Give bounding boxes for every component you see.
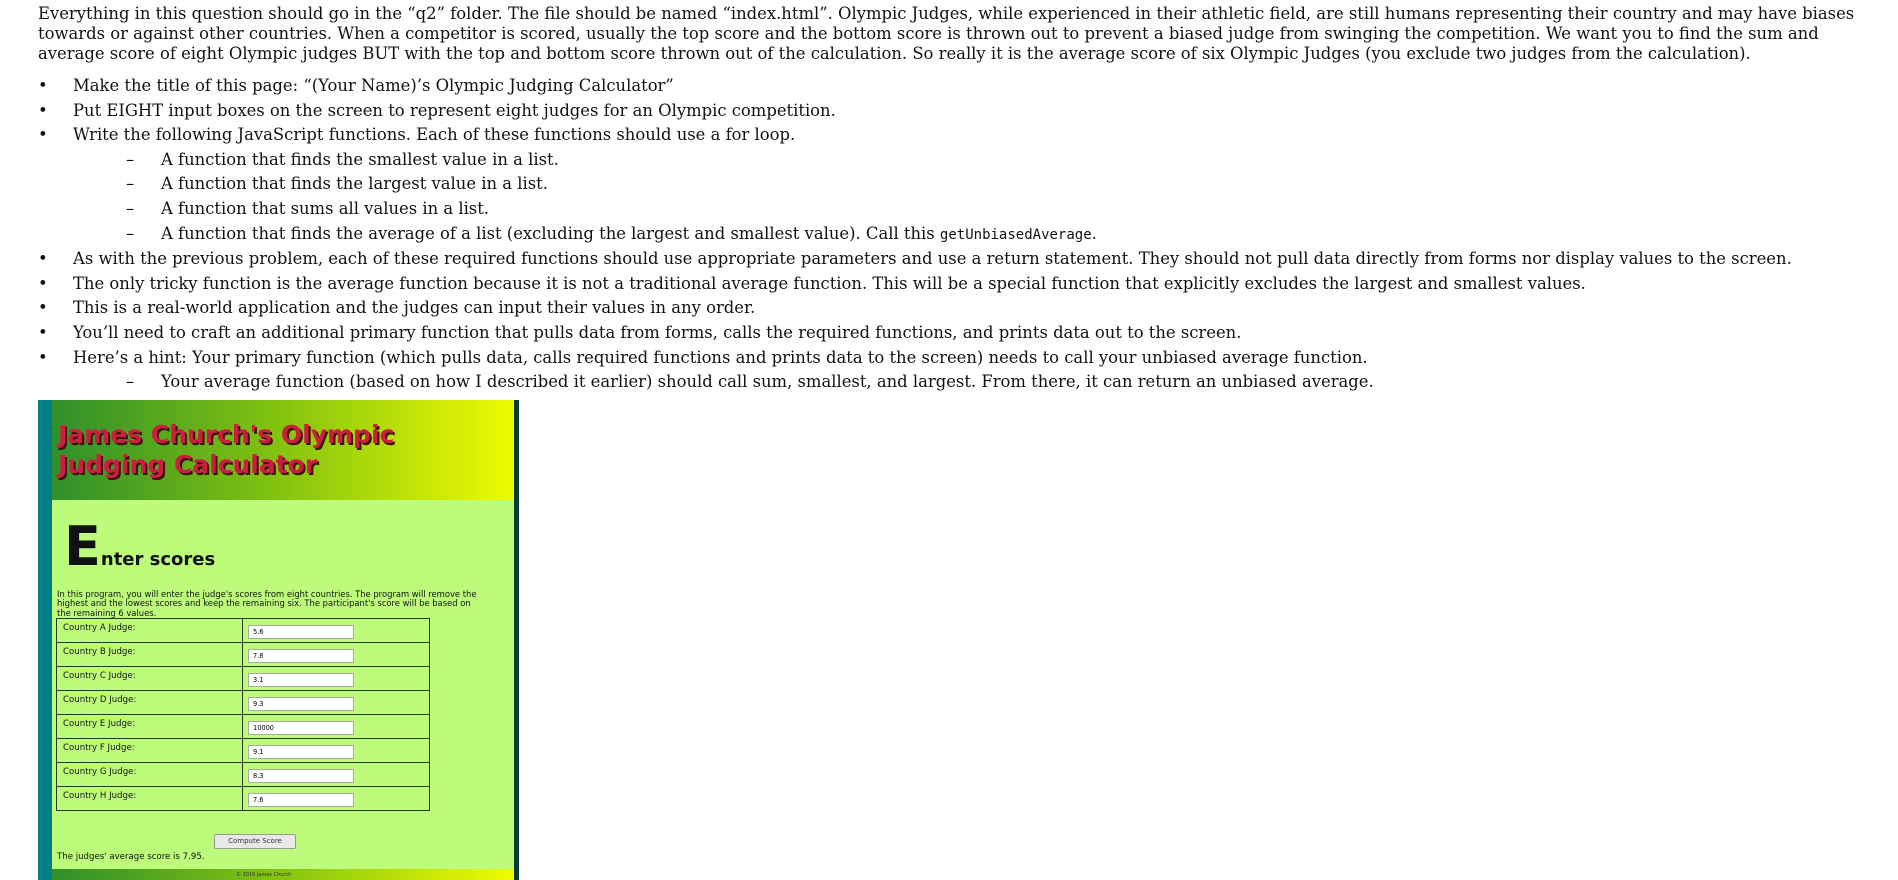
judge-score-input[interactable]: [248, 769, 354, 783]
list-item: • As with the previous problem, each of these required functions should use appropriate parameters and use a return statement. They should not pull data directly from forms nor display values to the screen.: [38, 247, 1880, 272]
judge-score-input[interactable]: [248, 745, 354, 759]
list-item-text: Here’s a hint: Your primary function (which pulls data, calls required functions and prints data to the screen) needs to call your unbiased average function.: [73, 347, 1368, 367]
judge-label: Country C Judge:: [57, 667, 243, 691]
compute-score-button[interactable]: Compute Score: [214, 834, 296, 849]
page-shadow: [514, 400, 519, 880]
sub-list-item: – A function that finds the smallest value in a list.: [73, 148, 1880, 173]
sub-item-suffix: .: [1091, 223, 1097, 243]
result-text: The judges' average score is 7.95.: [57, 852, 205, 862]
judge-label: Country B Judge:: [57, 643, 243, 667]
page-banner: [52, 400, 519, 500]
hint-sublist: [73, 370, 1880, 395]
calculator-page: [52, 400, 519, 880]
judge-score-input[interactable]: [248, 673, 354, 687]
list-item: • Put EIGHT input boxes on the screen to represent eight judges for an Olympic competition.: [38, 99, 1880, 124]
list-item: • This is a real-world application and the judges can input their values in any order.: [38, 296, 1880, 321]
judge-label: Country G Judge:: [57, 763, 243, 787]
table-row: [57, 643, 430, 667]
sub-list-item: – A function that sums all values in a list.: [73, 197, 1880, 222]
table-row: [57, 763, 430, 787]
judge-score-input[interactable]: [248, 721, 354, 735]
judge-label: Country H Judge:: [57, 787, 243, 811]
list-item: • You’ll need to craft an additional primary function that pulls data from forms, calls the required functions, and prints data out to the screen.: [38, 321, 1880, 346]
judge-label: Country E Judge:: [57, 715, 243, 739]
list-item: [38, 346, 1880, 395]
function-name-code: getUnbiasedAverage: [939, 226, 1092, 243]
judge-value-cell: [243, 787, 430, 811]
section-heading: [64, 515, 216, 578]
list-item-text: Write the following JavaScript functions. Each of these functions should use a for loop.: [73, 125, 796, 145]
sub-list-item: – Your average function (based on how I described it earlier) should call sum, smallest, and largest. From there, it can return an unbiased average.: [73, 370, 1880, 395]
page-footer: [52, 869, 519, 880]
functions-sublist: [73, 148, 1880, 247]
scores-table: [56, 618, 430, 811]
table-row: [57, 739, 430, 763]
list-item: [38, 123, 1880, 247]
table-row: [57, 787, 430, 811]
judge-score-input[interactable]: [248, 625, 354, 639]
table-row: [57, 715, 430, 739]
sub-list-item: – A function that finds the largest value in a list.: [73, 172, 1880, 197]
sub-list-item: [73, 222, 1880, 248]
judge-value-cell: [243, 715, 430, 739]
heading-rest: nter scores: [100, 549, 216, 570]
judge-value-cell: [243, 763, 430, 787]
table-row: [57, 691, 430, 715]
judge-value-cell: [243, 643, 430, 667]
judge-value-cell: [243, 739, 430, 763]
judge-label: Country D Judge:: [57, 691, 243, 715]
judge-score-input[interactable]: [248, 793, 354, 807]
judge-label: Country A Judge:: [57, 619, 243, 643]
judge-score-input[interactable]: [248, 697, 354, 711]
requirements-list: [38, 74, 1880, 395]
list-item: • The only tricky function is the average function because it is not a traditional average function. This will be a special function that explicitly excludes the largest and smallest values.: [38, 272, 1880, 297]
sub-item-text: A function that finds the average of a list (excluding the largest and smallest value). Call this: [161, 223, 940, 243]
instructions-document: [38, 0, 1880, 395]
example-screenshot: [38, 400, 519, 880]
page-title: James Church's Olympic Judging Calculator: [58, 420, 395, 479]
judge-value-cell: [243, 619, 430, 643]
drop-cap: E: [64, 515, 101, 578]
table-row: [57, 619, 430, 643]
judge-value-cell: [243, 691, 430, 715]
list-item: • Make the title of this page: “(Your Name)’s Olympic Judging Calculator”: [38, 74, 1880, 99]
judge-value-cell: [243, 667, 430, 691]
judge-score-input[interactable]: [248, 649, 354, 663]
program-description: In this program, you will enter the judge's scores from eight countries. The program will remove the highest and the lowest scores and keep the remaining six. The participant's score will be based on the remaining 6 values.: [57, 589, 477, 618]
intro-paragraph: Everything in this question should go in the “q2” folder. The file should be named “index.html”. Olympic Judges, while experienced in their athletic field, are still humans representing their country and may have biases towards or against other countries. When a competitor is scored, usually the top score and the bottom score is thrown out to prevent a biased judge from swinging the competition. We want you to find the sum and average score of eight Olympic judges BUT with the top and bottom score thrown out of the calculation. So really it is the average score of six Olympic Judges (you exclude two judges from the calculation).: [38, 4, 1855, 63]
table-row: [57, 667, 430, 691]
copyright-text: © 2016 James Church: [236, 872, 292, 878]
judge-label: Country F Judge:: [57, 739, 243, 763]
